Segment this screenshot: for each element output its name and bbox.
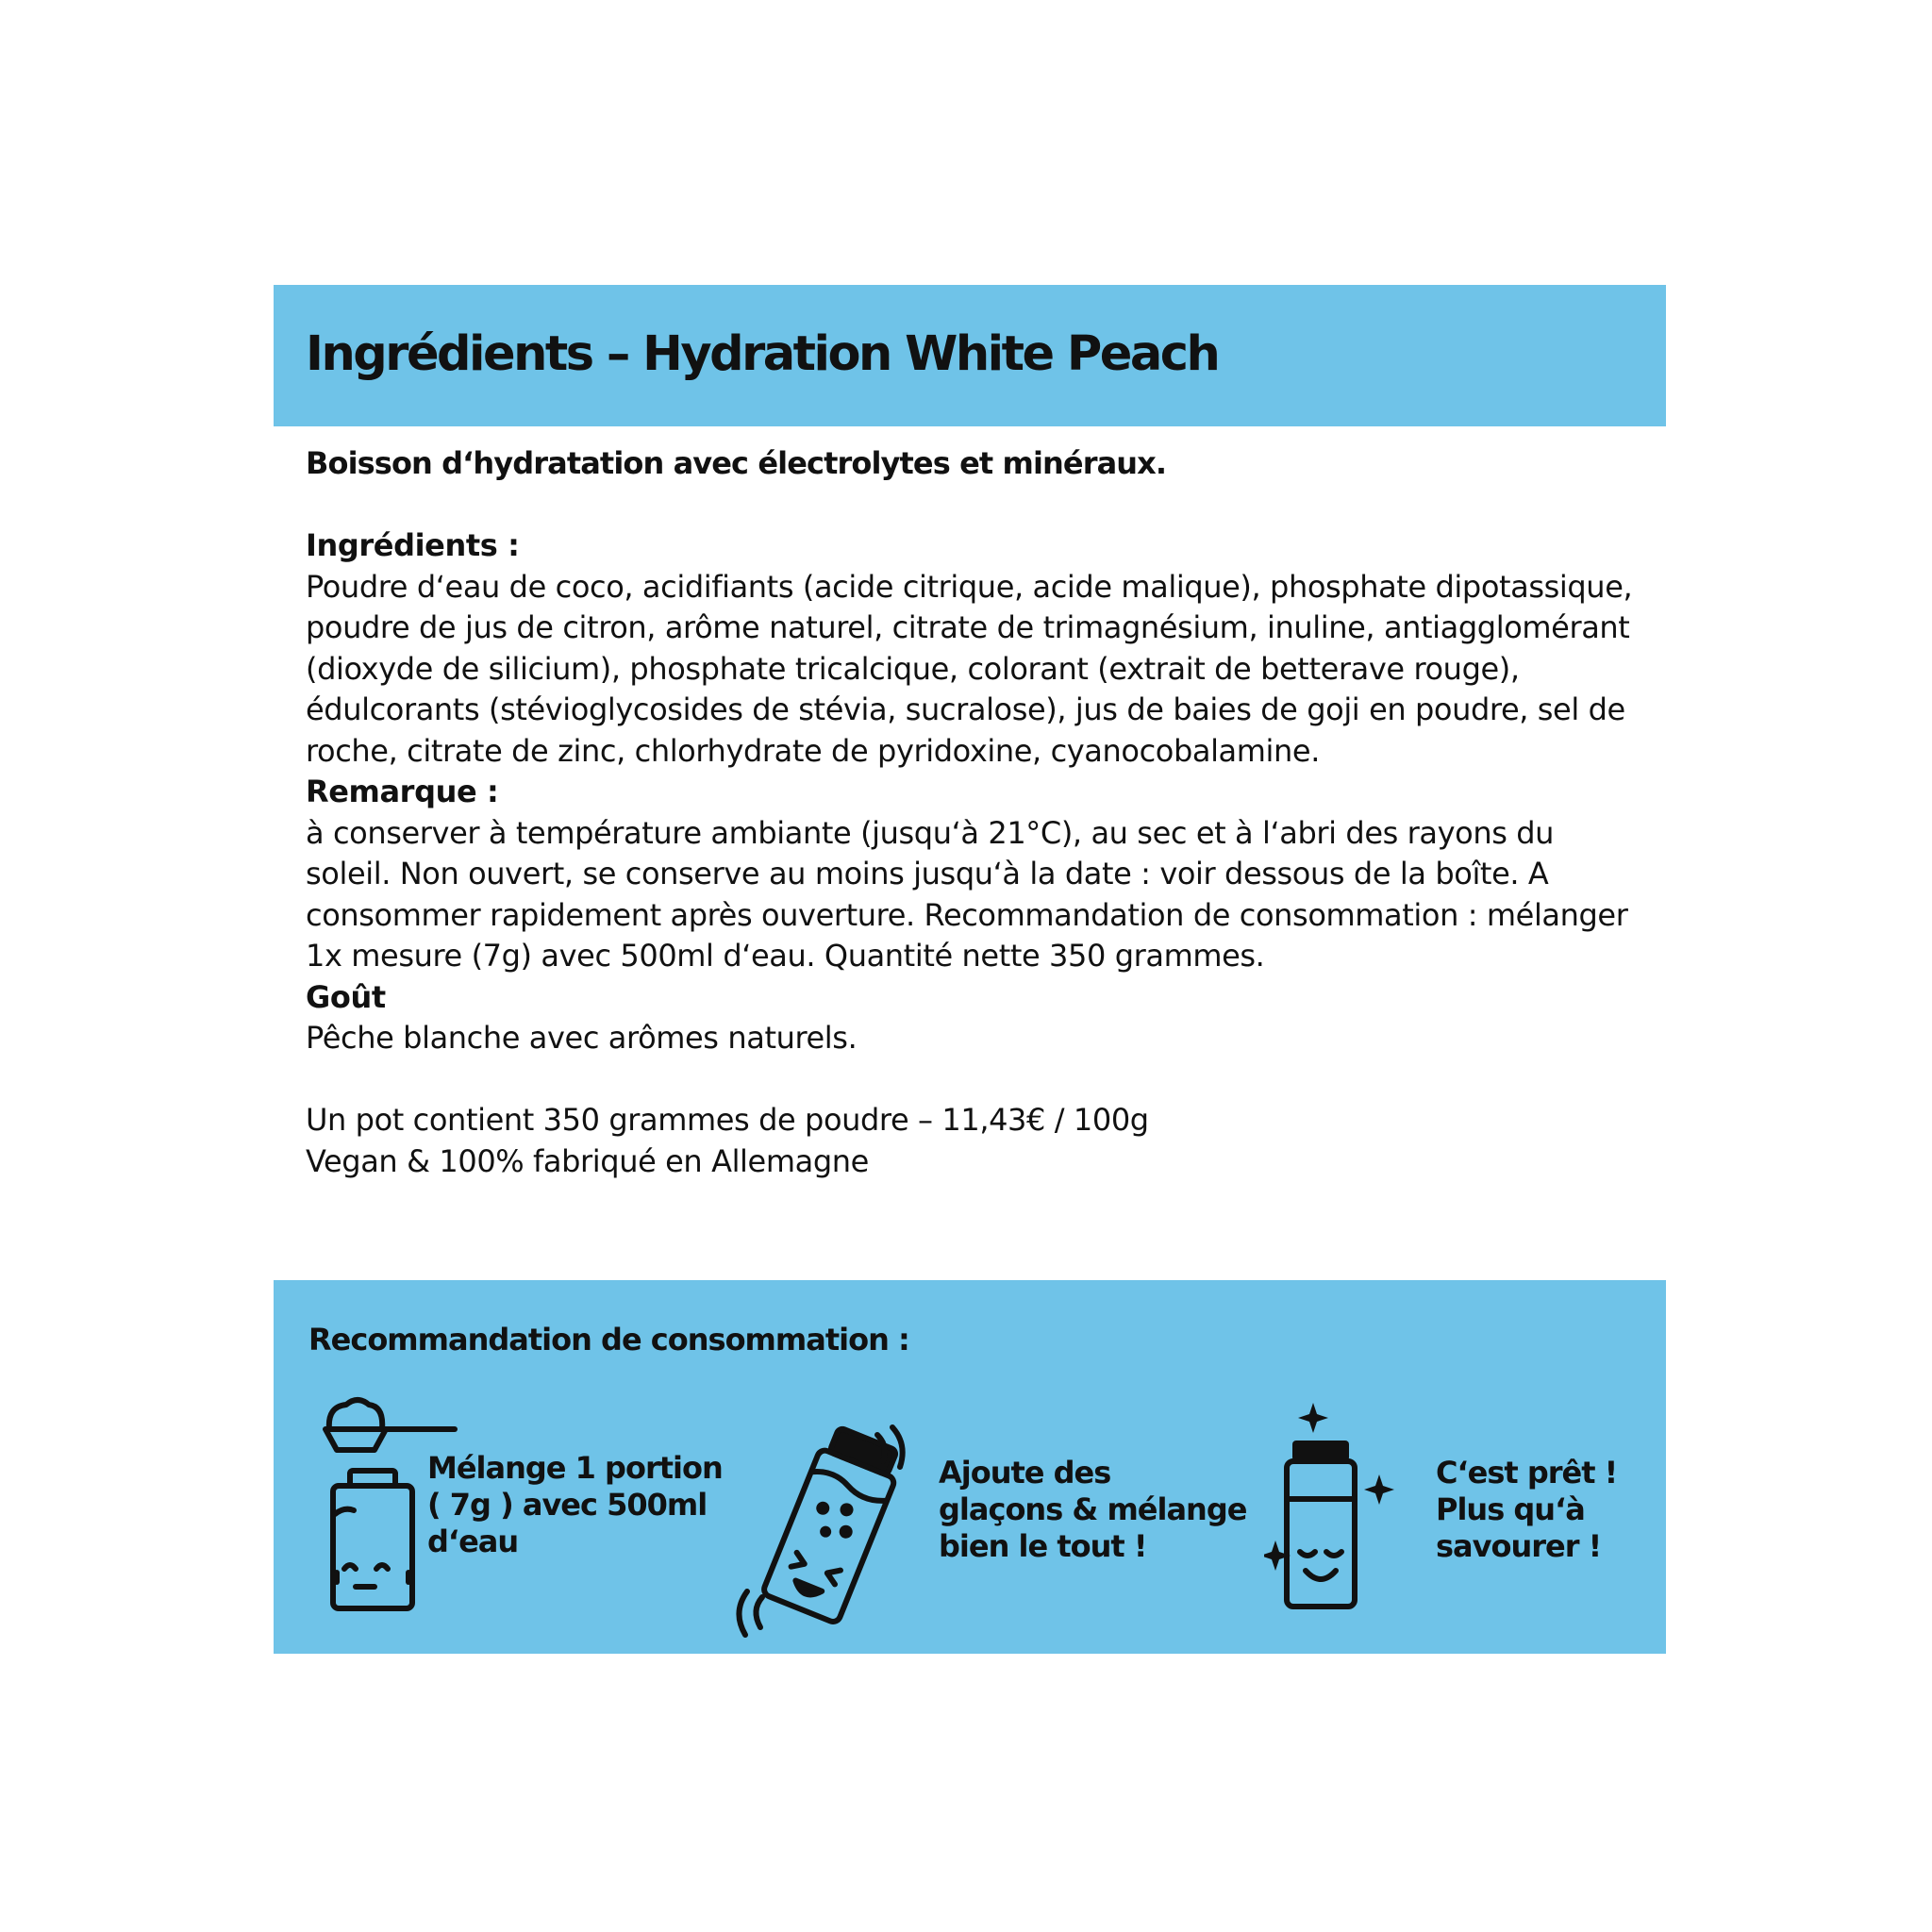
page-title: Ingrédients – Hydration White Peach bbox=[306, 326, 1219, 382]
recommendation-panel bbox=[274, 1280, 1666, 1654]
shaking-bottle-icon bbox=[726, 1422, 934, 1639]
remark-text: à conserver à température ambiante (jusqu‘à 21°C), au sec et à l‘abri des rayons du soleil. Non ouvert, se conserve au moins jusqu‘à la date : voir dessous de la boîte. A consommer rapidement après ouverture. Recommandation de consommation : mélanger 1x mesure (7g) avec 500ml d‘eau. Quantité nette 350 grammes. bbox=[306, 814, 1628, 974]
recommendation-title: Recommandation de consommation : bbox=[308, 1322, 909, 1357]
spacer bbox=[306, 1059, 1645, 1101]
origin-line: Vegan & 100% fabriqué en Allemagne bbox=[306, 1142, 869, 1179]
product-info bbox=[306, 443, 1645, 1182]
taste-text: Pêche blanche avec arômes naturels. bbox=[306, 1020, 858, 1056]
remark-heading: Remarque : bbox=[306, 774, 499, 809]
ingredients-heading: Ingrédients : bbox=[306, 527, 520, 563]
step-1-text: Mélange 1 portion ( 7g ) avec 500ml d‘eau bbox=[427, 1450, 723, 1559]
title-banner bbox=[274, 285, 1666, 426]
step-3-text: C‘est prêt ! Plus qu‘à savourer ! bbox=[1436, 1455, 1618, 1564]
taste-heading: Goût bbox=[306, 978, 386, 1015]
product-subtitle: Boisson d‘hydratation avec électrolytes et minéraux. bbox=[306, 445, 1167, 481]
ingredients-text: Poudre d‘eau de coco, acidifiants (acide citrique, acide malique), phosphate dipotassique, poudre de jus de citron, arôme naturel, citrate de trimagnésium, inuline, antiagglomérant (dioxyde de silicium), phosphate tricalcique, colorant (extrait de betterave rouge), édulcorants (stévioglycosides de stévia, sucralose), jus de baies de goji en poudre, sel de roche, citrate de zinc, chlorhydrate de pyridoxine, cyanocobalamine. bbox=[306, 568, 1633, 769]
spacer bbox=[306, 485, 1645, 526]
sparkling-bottle-icon bbox=[1264, 1403, 1415, 1615]
content-line: Un pot contient 350 grammes de poudre – 11,43€ / 100g bbox=[306, 1102, 1149, 1138]
step-2-text: Ajoute des glaçons & mélange bien le tout ! bbox=[939, 1455, 1247, 1564]
